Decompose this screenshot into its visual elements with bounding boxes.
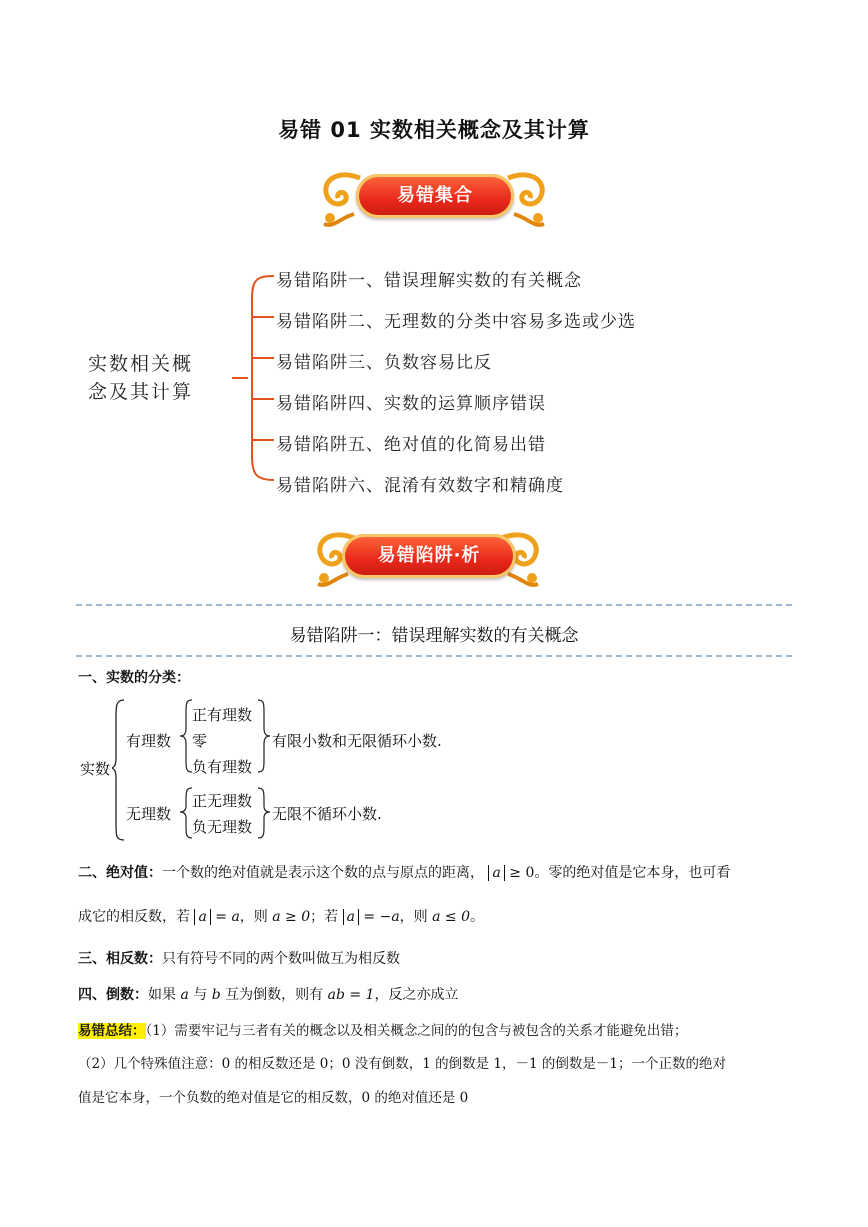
divider	[76, 655, 792, 657]
class-rational-note: 有限小数和无限循环小数.	[272, 732, 442, 750]
summary-label: 易错总结：	[78, 1023, 146, 1039]
class-rational-child: 零	[192, 732, 208, 750]
mindmap-root	[88, 350, 193, 406]
reciprocal-text: 如果	[148, 987, 176, 1003]
reciprocal-text: 与	[193, 987, 208, 1003]
abs-math: = a	[215, 909, 240, 925]
reciprocal-var: b	[211, 987, 221, 1003]
summary-text: （1）需要牢记与三者有关的概念以及相关概念之间的的包含与被包含的关系才能避免出错；	[145, 1023, 688, 1039]
reciprocal-text: ，反之亦成立	[374, 987, 459, 1003]
mindmap-branch: 易错陷阱四、实数的运算顺序错误	[276, 394, 546, 414]
class-irrational: 无理数	[126, 805, 172, 823]
opposite-text: 只有符号不同的两个数叫做互为相反数	[162, 951, 400, 967]
reciprocal-math: ab = 1	[327, 987, 375, 1003]
class-rational-child: 正有理数	[192, 706, 253, 724]
abs-text: ，则	[239, 909, 268, 925]
mindmap-branch: 易错陷阱六、混淆有效数字和精确度	[276, 476, 564, 496]
summary-line2: （2）几个特殊值注意：0 的相反数还是 0；0 没有倒数，1 的倒数是 1，－1 的倒数是－1；一个正数的绝对	[78, 1056, 726, 1072]
reciprocal-var: a	[180, 987, 189, 1003]
banner-easy-error-collection	[314, 158, 554, 234]
class-irrational-note: 无限不循环小数.	[272, 805, 382, 823]
banner-label: 易错集合	[397, 185, 473, 206]
summary-line3: 值是它本身，一个负数的绝对值是它的相反数，0 的绝对值还是 0	[78, 1090, 469, 1106]
mindmap-branch: 易错陷阱三、负数容易比反	[276, 353, 492, 373]
opposite-label: 三、相反数：	[78, 951, 162, 967]
class-irrational-child: 负无理数	[192, 818, 253, 836]
abs-text: ；若	[310, 909, 339, 925]
abs-math: ≥ 0	[509, 865, 535, 881]
banner-label: 易错陷阱·析	[377, 545, 481, 566]
abs-math: a ≤ 0	[432, 909, 471, 925]
page-title: 易错 01 实数相关概念及其计算	[278, 118, 590, 142]
mindmap-branch: 易错陷阱二、无理数的分类中容易多选或少选	[276, 312, 636, 332]
abs-value-text: 。零的绝对值是它本身，也可看	[534, 865, 731, 881]
abs-value-text: 一个数的绝对值就是表示这个数的点与原点的距离，	[162, 865, 484, 881]
mindmap-connector	[228, 260, 278, 496]
class-root: 实数	[80, 760, 111, 778]
opposite-paragraph	[78, 948, 400, 968]
banner-pill	[356, 174, 514, 218]
mindmap-branch: 易错陷阱一、错误理解实数的有关概念	[276, 271, 582, 291]
class-rational-child: 负有理数	[192, 758, 253, 776]
abs-text: 。	[470, 909, 485, 925]
divider	[76, 604, 792, 606]
mindmap-root-line2: 念及其计算	[88, 381, 194, 403]
abs-value-paragraph	[78, 862, 730, 882]
class-rational: 有理数	[126, 732, 172, 750]
abs-a: a	[343, 909, 359, 925]
banner-trap-analysis	[308, 518, 548, 594]
classification-label: 一、实数的分类：	[78, 670, 190, 686]
section-heading: 易错陷阱一：错误理解实数的有关概念	[289, 626, 579, 646]
mindmap-branch: 易错陷阱五、绝对值的化简易出错	[276, 435, 546, 455]
banner-pill	[342, 534, 516, 578]
abs-text: ，则	[399, 909, 428, 925]
abs-math: a ≥ 0	[272, 909, 311, 925]
reciprocal-paragraph	[78, 984, 458, 1004]
class-irrational-child: 正无理数	[192, 792, 253, 810]
mindmap-root-line1: 实数相关概	[88, 353, 194, 375]
abs-a: a	[194, 909, 210, 925]
abs-value-paragraph-line2	[78, 906, 484, 926]
summary-line1	[78, 1019, 687, 1039]
abs-text: 成它的相反数，若	[78, 909, 190, 925]
reciprocal-text: 互为倒数，则有	[225, 987, 324, 1003]
abs-math: = −a	[363, 909, 400, 925]
abs-value-label: 二、绝对值：	[78, 865, 162, 881]
reciprocal-label: 四、倒数：	[78, 987, 148, 1003]
abs-a: a	[488, 865, 504, 881]
